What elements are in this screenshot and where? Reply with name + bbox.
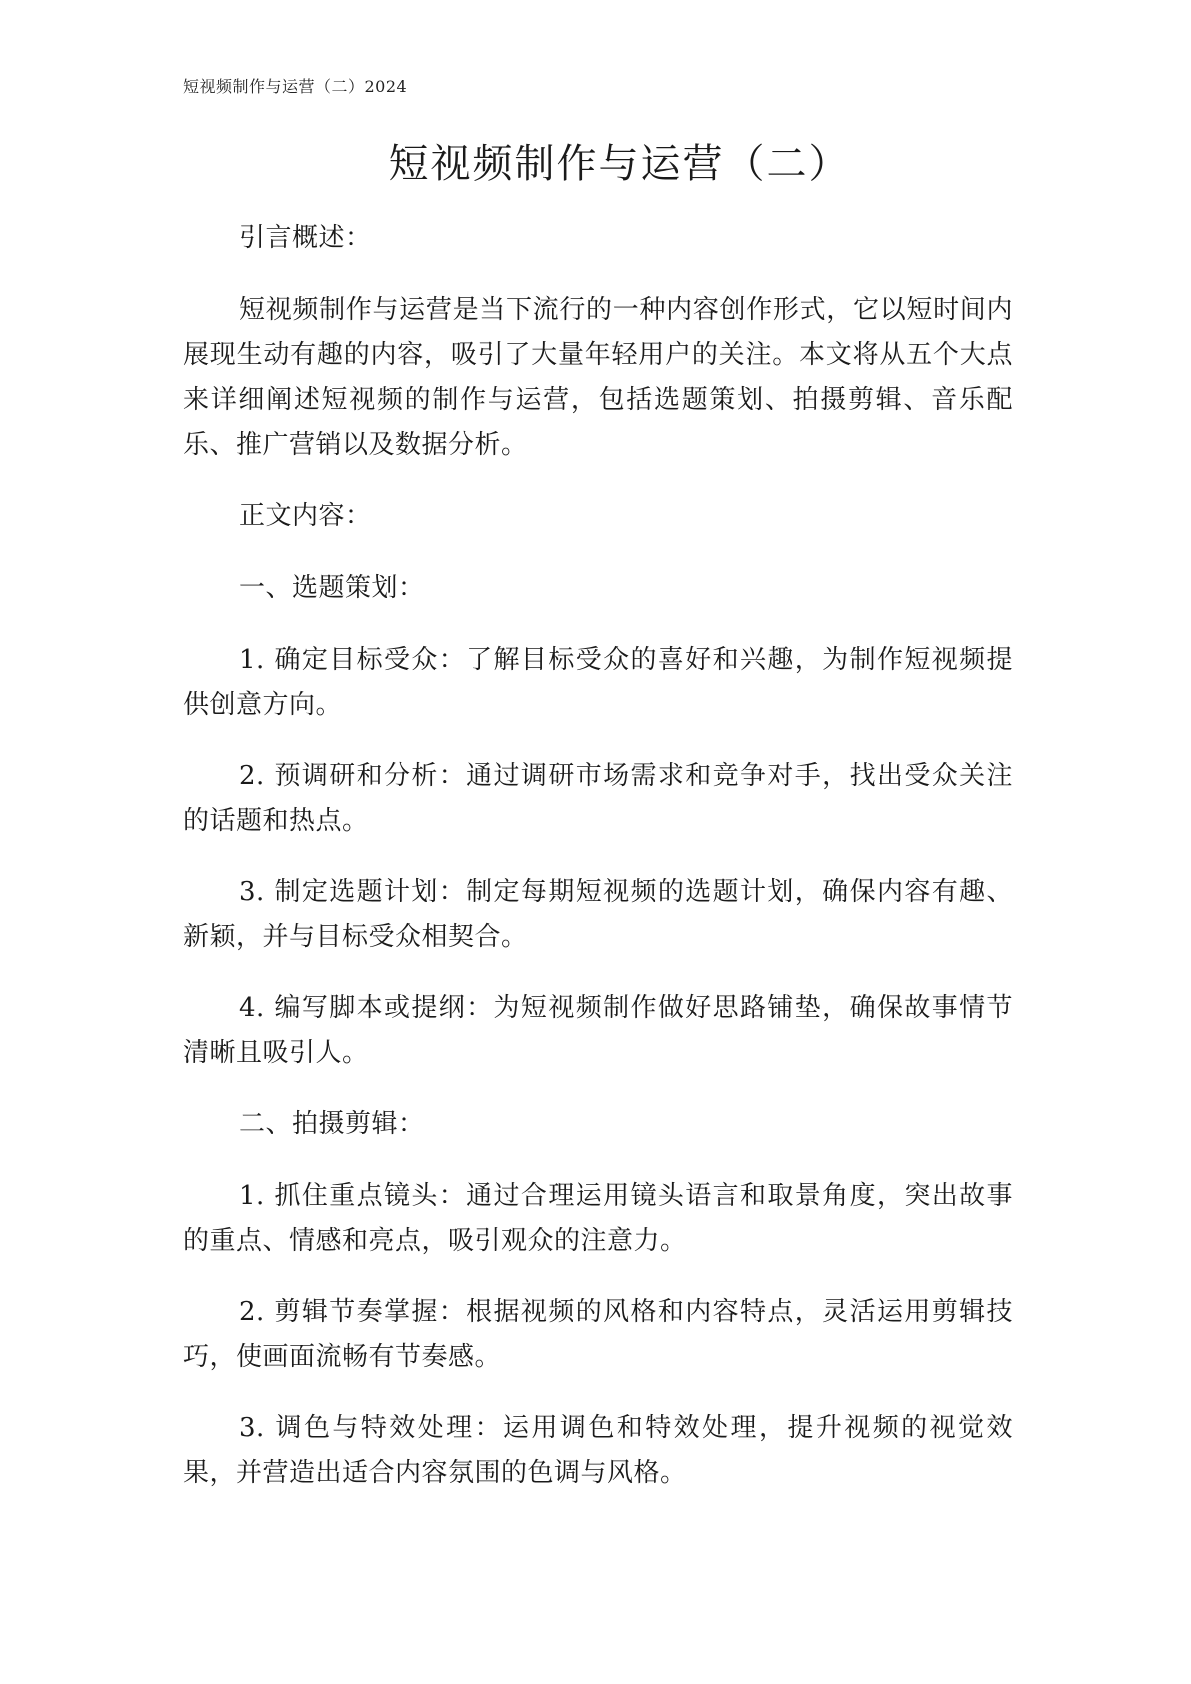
section-heading-shooting-editing: 二、拍摄剪辑： — [239, 1109, 425, 1139]
list-item-script: 4. 编写脚本或提纲：为短视频制作做好思路铺垫，确保故事情节清晰且吸引人。 — [183, 993, 1013, 1068]
list-item-key-shots: 1. 抓住重点镜头：通过合理运用镜头语言和取景角度，突出故事的重点、情感和亮点，吸引观众的注意力。 — [183, 1181, 1013, 1256]
list-item-color-effects: 3. 调色与特效处理：运用调色和特效处理，提升视频的视觉效果，并营造出适合内容氛围的色调与风格。 — [183, 1413, 1013, 1488]
section-heading-body: 正文内容： — [239, 501, 372, 531]
list-item-topic-plan: 3. 制定选题计划：制定每期短视频的选题计划，确保内容有趣、新颖，并与目标受众相契合。 — [183, 877, 1013, 952]
running-header: 短视频制作与运营（二）2024 — [183, 77, 408, 96]
list-item-editing-rhythm: 2. 剪辑节奏掌握：根据视频的风格和内容特点，灵活运用剪辑技巧，使画面流畅有节奏感。 — [183, 1297, 1013, 1372]
document-body — [183, 216, 1013, 1522]
list-item-target-audience: 1. 确定目标受众：了解目标受众的喜好和兴趣，为制作短视频提供创意方向。 — [183, 645, 1013, 720]
section-heading-intro: 引言概述： — [239, 223, 372, 253]
section-heading-topic-planning: 一、选题策划： — [239, 573, 425, 603]
list-item-research: 2. 预调研和分析：通过调研市场需求和竞争对手，找出受众关注的话题和热点。 — [183, 761, 1013, 836]
intro-paragraph: 短视频制作与运营是当下流行的一种内容创作形式，它以短时间内展现生动有趣的内容，吸引了大量年轻用户的关注。本文将从五个大点来详细阐述短视频的制作与运营，包括选题策划、拍摄剪辑、音乐配乐、推广营销以及数据分析。 — [183, 295, 1013, 460]
document-title: 短视频制作与运营（二） — [388, 141, 851, 187]
